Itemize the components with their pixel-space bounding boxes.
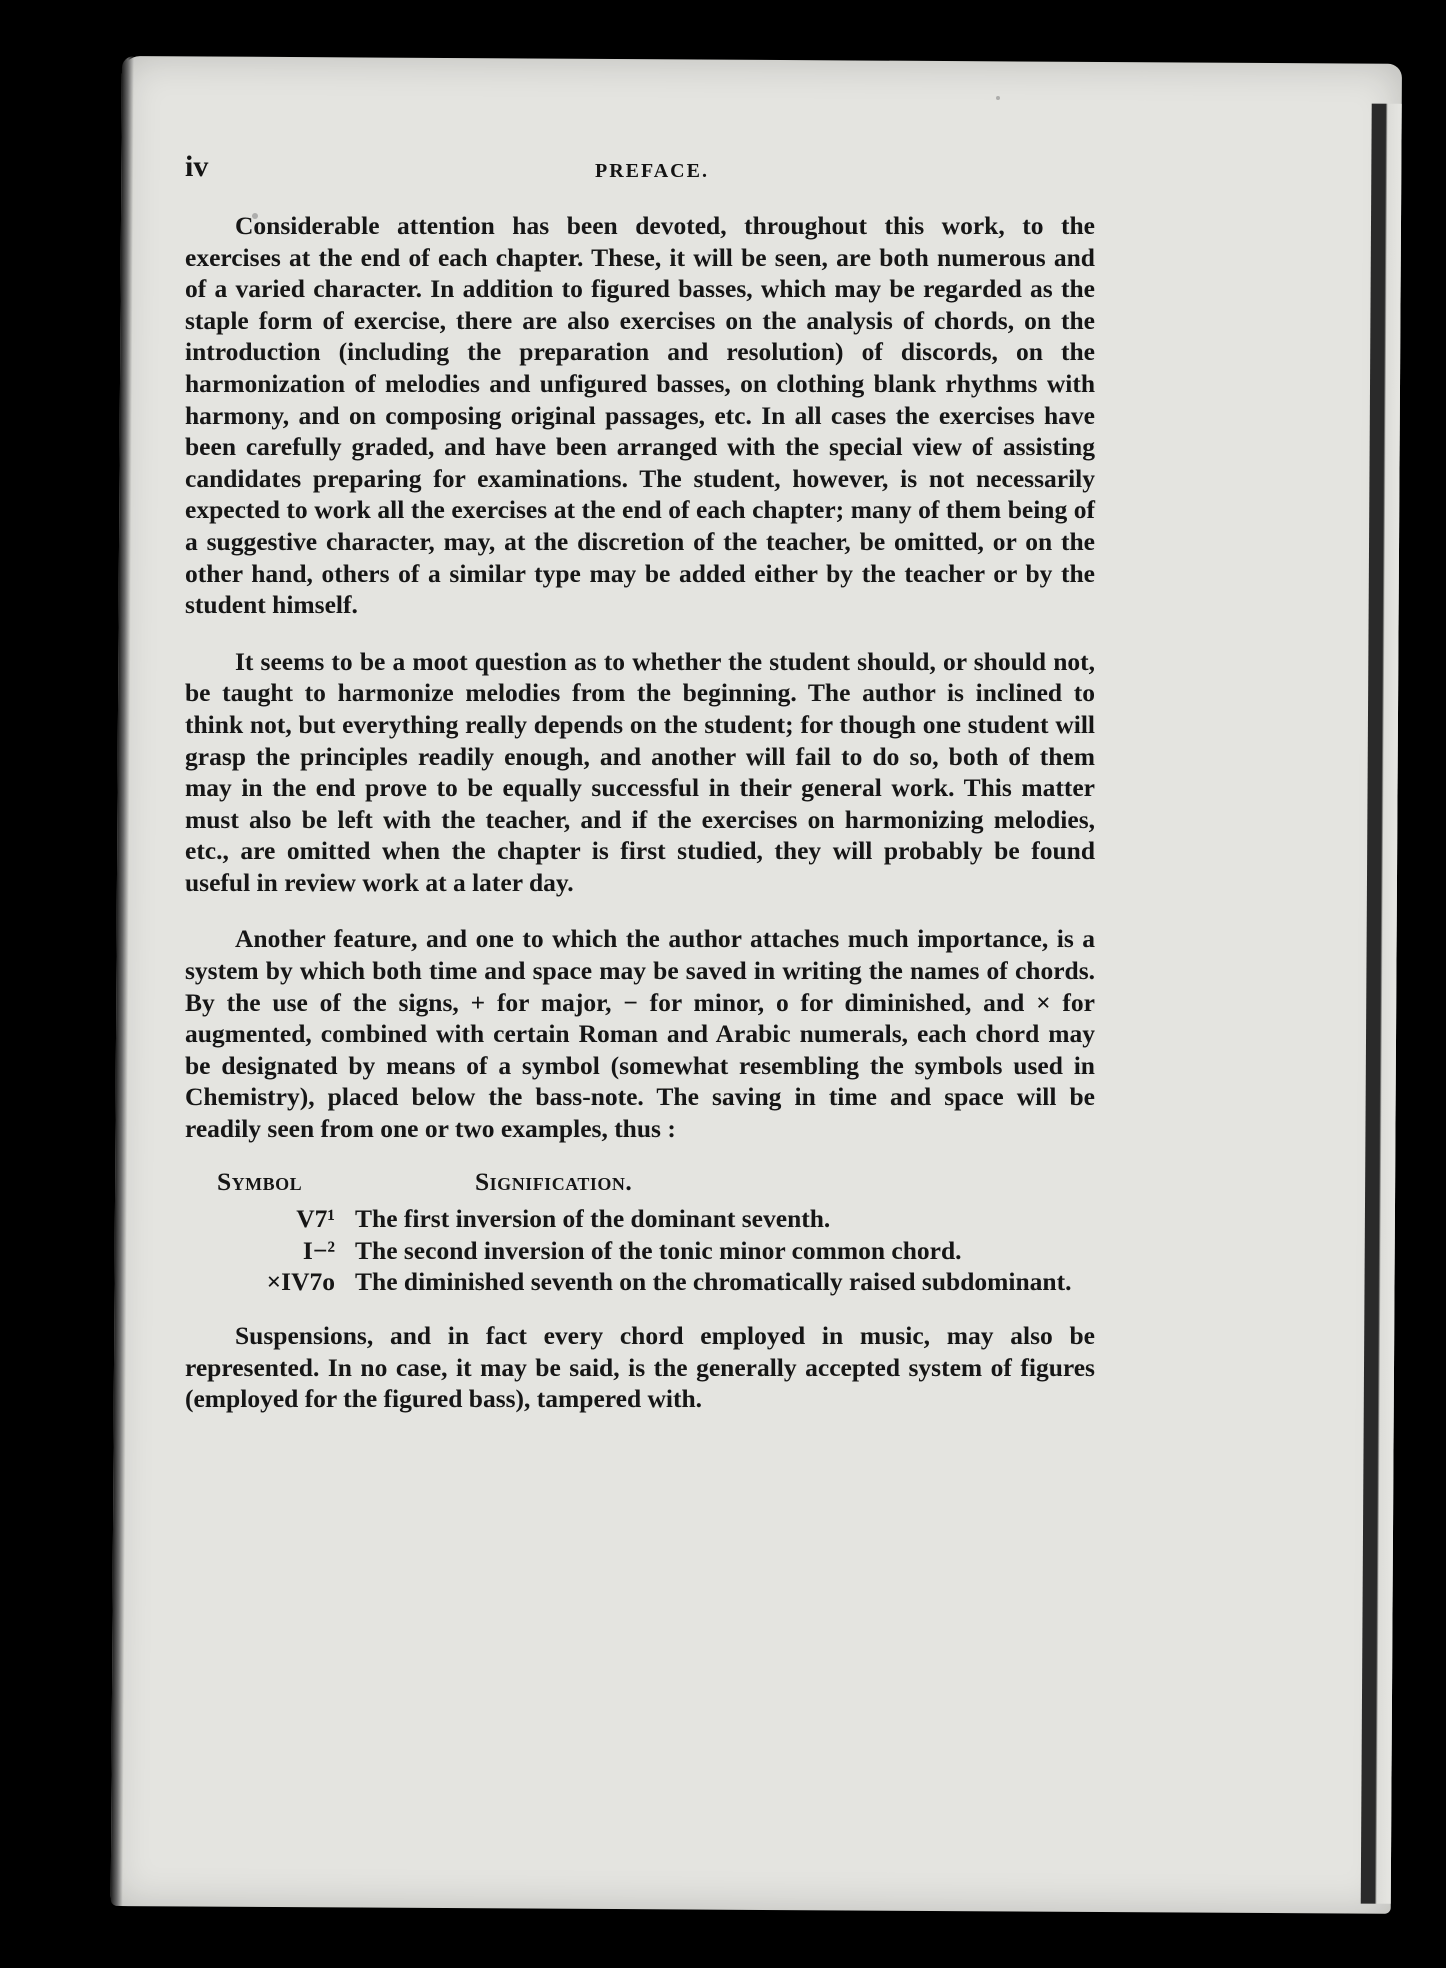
signification-column-header: Signification. [475, 1166, 633, 1196]
chord-symbol: ×IV7o [266, 1267, 335, 1297]
symbol-table-row [185, 1203, 1095, 1235]
paragraph-melodies: It seems to be a moot question as to whether the student should, or should not, be taught to harmonize melodies from the beginning. The author is inclined to think not, but everything really depends on the student; for though one student will grasp the principles readily enough, and another will fail to do so, both of them may in the end prove to be equally successful in their general work. This matter must also be left with the teacher, and if the exercises on harmonizing melodies, etc., are omitted when the chapter is first studied, they will probably be found useful in review work at a later day. [185, 646, 1095, 897]
symbol-table-row [185, 1266, 1095, 1298]
symbol-table [185, 1166, 1095, 1298]
page-header [185, 150, 1215, 196]
body-text [185, 210, 1095, 1440]
page-number: iv [185, 150, 209, 183]
running-title: PREFACE. [595, 160, 709, 182]
facing-page-edge [1361, 104, 1402, 1904]
chord-signification: The first inversion of the dominant seventh. [355, 1204, 831, 1234]
chord-signification: The second inversion of the tonic minor common chord. [355, 1235, 962, 1265]
paragraph-suspensions: Suspensions, and in fact every chord employed in music, may also be represented. In no case, it may be said, is the generally accepted system of figures (employed for the figured bass), tampered with. [185, 1321, 1095, 1414]
chord-symbol: I−² [302, 1235, 335, 1265]
symbol-table-row [185, 1235, 1095, 1267]
symbol-column-header: Symbol [217, 1166, 303, 1196]
chord-symbol: V7¹ [296, 1204, 335, 1234]
chord-signification: The diminished seventh on the chromatically raised subdominant. [355, 1267, 1072, 1297]
scan-speck [996, 96, 1000, 100]
paragraph-exercises: Considerable attention has been devoted, throughout this work, to the exercises at the end of each chapter. These, it will be seen, are both numerous and of a varied character. In addition to figured basses, which may be regarded as the staple form of exercise, there are also exercises on the analysis of chords, on the introduction (including the preparation and resolution) of discords, on the harmonization of melodies and unfigured basses, on clothing blank rhythms with harmony, and on composing original passages, etc. In all cases the exercises have been carefully graded, and have been arranged with the special view of assisting candidates preparing for examinations. The student, however, is not necessarily expected to work all the exercises at the end of each chapter; many of them being of a suggestive character, may, at the discretion of the teacher, be omitted, or on the other hand, others of a similar type may be added either by the teacher or by the student himself. [185, 211, 1095, 620]
page-binding-edge [111, 56, 134, 1906]
paragraph-symbol-system: Another feature, and one to which the author attaches much importance, is a system by which both time and space may be saved in writing the names of chords. By the use of the signs, + for major, − for minor, o for diminished, and × for augmented, combined with certain Roman and Arabic numerals, each chord may be designated by means of a symbol (somewhat resembling the symbols used in Chemistry), placed below the bass-note. The saving in time and space will be readily seen from one or two examples, thus : [185, 924, 1095, 1144]
symbol-table-header [185, 1166, 1095, 1198]
